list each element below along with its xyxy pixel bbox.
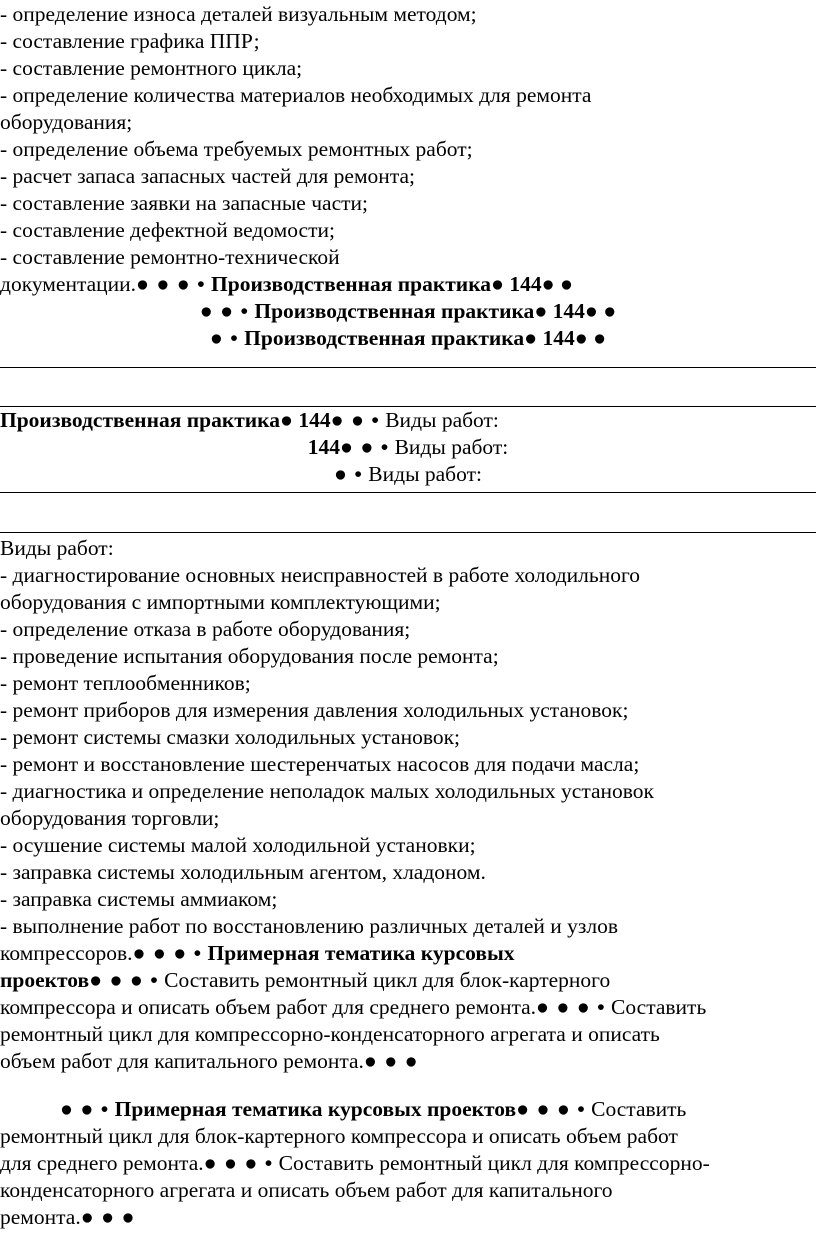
text: Составить ремонтный цикл для компрессорно- (278, 1151, 710, 1175)
bullet-dots: ● ● ● • (136, 272, 206, 296)
hours-text: ● 144● ● (534, 299, 617, 323)
bullet-dots: ● ● ● • (132, 941, 203, 965)
list-item: оборудования торговли; (0, 806, 220, 830)
list-item: - заправка системы холодильным агентом, хладоном. (0, 860, 486, 884)
topics-heading-line (0, 1096, 816, 1123)
list-item: - диагностика и определение неполадок малых холодильных установок (0, 779, 654, 803)
paragraph-line (0, 967, 816, 994)
text: ремонта. (0, 1205, 81, 1229)
list-item: - составление графика ППР; (0, 29, 260, 53)
heading-topics: Примерная тематика курсовых проектов (114, 1097, 517, 1121)
label-work-types: Виды работ: (394, 435, 509, 459)
bullet-dots: ● ● • (60, 1097, 110, 1121)
bullet-dots: ● ● ● • (536, 995, 606, 1019)
text: объем работ для капитального ремонта. (0, 1049, 364, 1073)
paragraph-line (0, 994, 816, 1021)
practice-line-1 (0, 407, 816, 434)
hours-text: ● 144● ● (524, 326, 607, 350)
bullet-dots: ● ● • (199, 299, 249, 323)
section-work-list-1 (0, 1, 816, 352)
list-heading: Виды работ: (0, 536, 114, 560)
divider-line (0, 532, 816, 533)
text: для среднего ремонта. (0, 1151, 204, 1175)
text: компрессоров. (0, 941, 133, 965)
list-item: - диагностирование основных неисправностей в работе холодильного (0, 563, 640, 587)
divider-line (0, 367, 816, 368)
bullet-dots: ● • (334, 462, 363, 486)
list-item: - определение отказа в работе оборудования; (0, 617, 411, 641)
heading-repeat-2 (0, 325, 816, 352)
hours-text: ● 144● ● (491, 272, 573, 296)
hours-text: ● 144 (279, 408, 331, 432)
paragraph-line (0, 940, 816, 967)
heading-practice: Производственная практика (0, 408, 280, 432)
list-item: - составление ремонтно-технической (0, 245, 340, 269)
text: Составить (611, 995, 707, 1019)
heading-practice: Производственная практика (244, 326, 525, 350)
bullet-dots: ● ● • (330, 408, 380, 432)
practice-line-2 (0, 434, 816, 461)
paragraph-line (0, 1048, 816, 1075)
text: документации. (0, 272, 137, 296)
section-work-list-2 (0, 535, 816, 1075)
list-item: - определение количества материалов необходимых для ремонта (0, 83, 592, 107)
bullet-dots: ● ● ● • (89, 968, 159, 992)
section-topics (0, 1096, 816, 1231)
text: компрессора и описать объем работ для среднего ремонта. (0, 995, 537, 1019)
list-item: - выполнение работ по восстановлению различных деталей и узлов (0, 914, 619, 938)
heading-topics: Примерная тематика курсовых (207, 941, 515, 965)
list-item: оборудования; (0, 110, 133, 134)
list-item: - расчет запаса запасных частей для ремонта; (0, 164, 415, 188)
practice-line-3 (0, 461, 816, 488)
list-item: - ремонт приборов для измерения давления холодильных установок; (0, 698, 629, 722)
list-item: - ремонт системы смазки холодильных установок; (0, 725, 461, 749)
list-item: - проведение испытания оборудования после ремонта; (0, 644, 499, 668)
list-item: - заправка системы аммиаком; (0, 887, 278, 911)
bullet-dots: ● • (209, 326, 239, 350)
list-item: оборудования с импортными комплектующими; (0, 590, 441, 614)
list-item: - определение объема требуемых ремонтных работ; (0, 137, 473, 161)
text: Составить ремонтный цикл для блок-картерного (164, 968, 611, 992)
paragraph-line: ремонтный цикл для блок-картерного компрессора и описать объем работ (0, 1124, 678, 1148)
heading-topics: проектов (0, 968, 90, 992)
paragraph-line (0, 1204, 816, 1231)
list-item: - составление заявки на запасные части; (0, 191, 368, 215)
bullet-dots: ● ● • (339, 435, 390, 459)
divider-line (0, 492, 816, 493)
label-work-types: Виды работ: (385, 408, 499, 432)
bullet-dots: ● ● ● (363, 1049, 419, 1073)
heading-practice: Производственная практика (211, 272, 492, 296)
list-item: - осушение системы малой холодильной установки; (0, 833, 476, 857)
bullet-dots: ● ● ● • (516, 1097, 586, 1121)
hours-text: 144 (307, 435, 340, 459)
bullet-dots: ● ● ● (80, 1205, 136, 1229)
section-practice-heading (0, 407, 816, 488)
heading-practice: Производственная практика (254, 299, 535, 323)
paragraph-line (0, 1150, 816, 1177)
list-item: - ремонт теплообменников; (0, 671, 251, 695)
heading-repeat-1 (0, 298, 816, 325)
list-item: - определение износа деталей визуальным методом; (0, 2, 477, 26)
bullet-dots: ● ● ● • (203, 1151, 274, 1175)
list-item-last (0, 271, 816, 298)
paragraph-line: ремонтный цикл для компрессорно-конденсаторного агрегата и описать (0, 1022, 660, 1046)
text: Составить (591, 1097, 687, 1121)
list-item: - ремонт и восстановление шестеренчатых насосов для подачи масла; (0, 752, 640, 776)
label-work-types: Виды работ: (368, 462, 482, 486)
paragraph-line: конденсаторного агрегата и описать объем работ для капитального (0, 1178, 613, 1202)
list-item: - составление дефектной ведомости; (0, 218, 335, 242)
list-item: - составление ремонтного цикла; (0, 56, 303, 80)
